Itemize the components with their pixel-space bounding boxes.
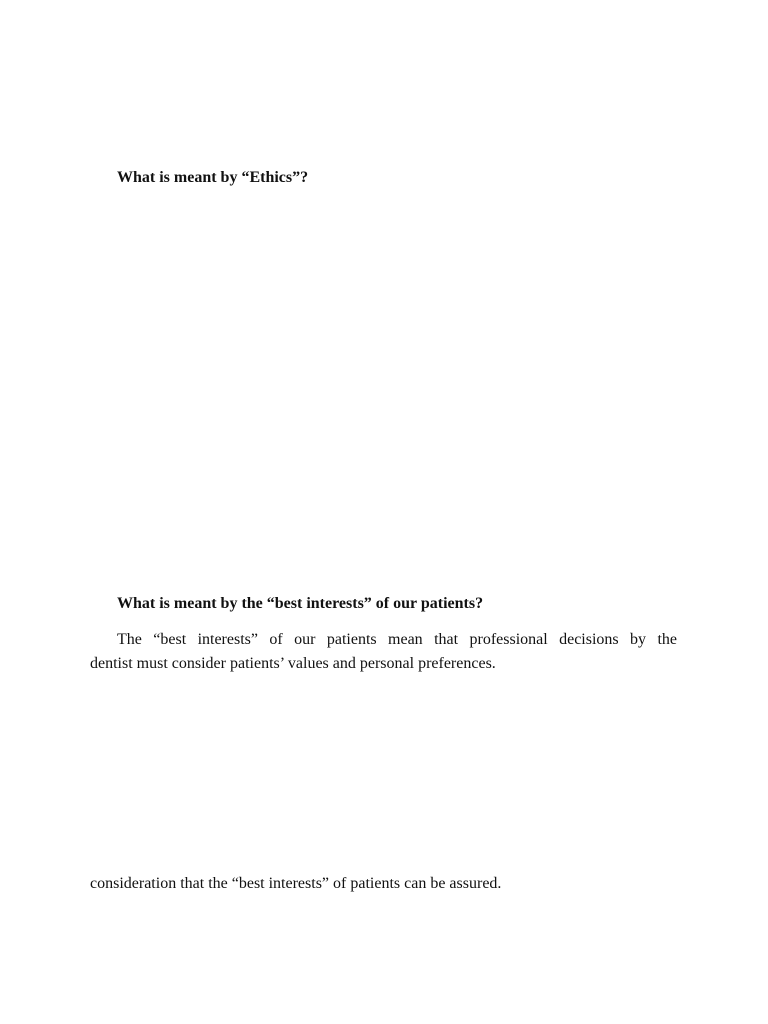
heading-ethics: What is meant by “Ethics”? — [117, 169, 309, 186]
paragraph-line-1: The “best interests” of our patients mean that professional decisions by the — [117, 631, 677, 648]
paragraph-best-interests — [90, 628, 677, 676]
paragraph-fragment: consideration that the “best interests” of patients can be assured. — [90, 875, 502, 892]
heading-best-interests: What is meant by the “best interests” of our patients? — [117, 595, 484, 612]
paragraph-line-2: dentist must consider patients’ values and personal preferences. — [90, 655, 496, 672]
